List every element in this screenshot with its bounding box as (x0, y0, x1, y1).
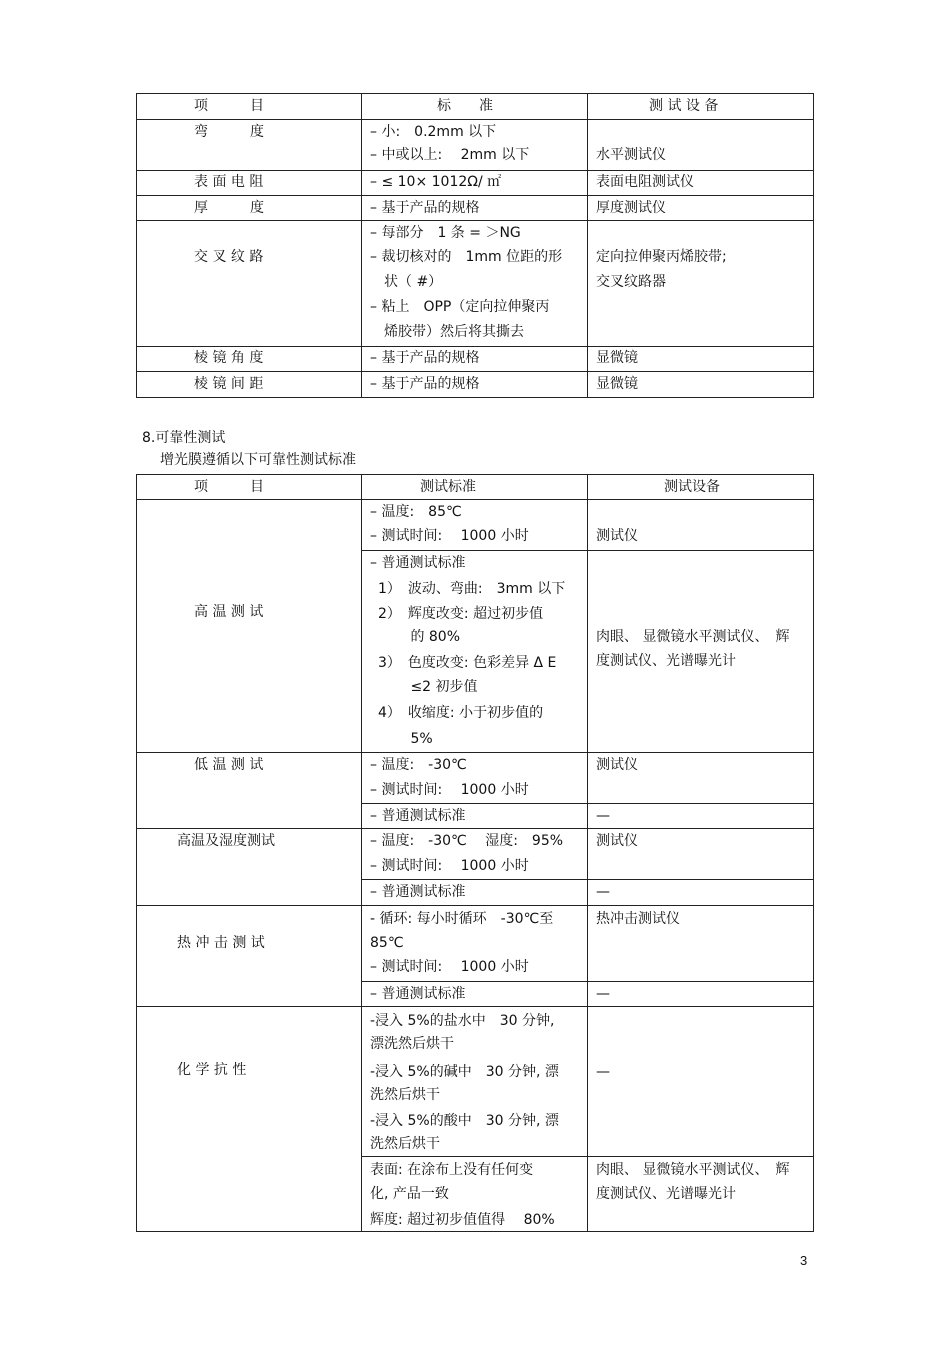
t2-eq: — (596, 884, 610, 900)
t1-row-item: 棱 镜 间 距 (194, 376, 264, 392)
t1-row-eq: 水平测试仪 (596, 147, 666, 163)
t2-std: 1） 波动、弯曲: 3mm 以下 (378, 581, 566, 597)
t2-std: -浸入 5%的碱中 30 分钟, 漂 (370, 1064, 559, 1080)
t2-std: 洗然后烘干 (370, 1087, 440, 1103)
t1-header-equipment: 测 试 设 备 (649, 98, 719, 114)
t2-std: 的 80% (378, 629, 461, 645)
t2-eq: 肉眼、 显微镜水平测试仪、 辉 (596, 1162, 790, 1178)
t2-item-chemical: 化 学 抗 性 (177, 1062, 247, 1078)
t2-std: – 温度: -30℃ 湿度: 95% (370, 833, 564, 849)
t1-row-eq: 定向拉伸聚丙烯胶带; (596, 249, 727, 265)
t2-eq: 度测试仪、光谱曝光计 (596, 653, 736, 669)
t2-std: – 温度: -30℃ (370, 757, 467, 773)
t1-row-item: 表 面 电 阻 (194, 174, 264, 190)
t1-row-std: – 基于产品的规格 (370, 200, 480, 216)
t2-std: 化, 产品一致 (370, 1186, 449, 1202)
t2-eq: 测试仪 (596, 757, 638, 773)
t2-std: – 测试时间: 1000 小时 (370, 782, 529, 798)
t1-row-std: – 基于产品的规格 (370, 376, 480, 392)
t2-std: 3） 色度改变: 色彩差异 Δ E (378, 655, 557, 671)
t1-row-eq: 显微镜 (596, 350, 638, 366)
t1-row-eq: 交叉纹路器 (596, 274, 666, 290)
t2-eq: — (596, 808, 610, 824)
t2-std: -浸入 5%的酸中 30 分钟, 漂 (370, 1113, 559, 1129)
t1-row-item: 弯 度 (194, 124, 264, 140)
t1-row-std: – ≤ 10× 1012Ω/ ㎡ (370, 174, 502, 190)
t1-row-std: – 粘上 OPP（定向拉伸聚丙 (370, 299, 550, 315)
t2-std: – 温度: 85℃ (370, 504, 462, 520)
t2-header-item: 项 目 (194, 479, 264, 495)
t1-row-eq: 表面电阻测试仪 (596, 174, 694, 190)
t2-std: – 普通测试标准 (370, 884, 466, 900)
section-title: 8.可靠性测试 (142, 430, 226, 446)
t2-std: 85℃ (370, 935, 404, 951)
t2-item-thermal-shock: 热 冲 击 测 试 (177, 935, 265, 951)
t1-header-standard: 标 准 (437, 98, 493, 114)
t1-row-std: 状（ #） (370, 274, 443, 290)
t1-row-std: – 基于产品的规格 (370, 350, 480, 366)
t1-header-item: 项 目 (194, 98, 264, 114)
t1-row-std: – 每部分 1 条 = ＞NG (370, 225, 521, 241)
t2-std: – 测试时间: 1000 小时 (370, 528, 529, 544)
t2-header-equipment: 测试设备 (664, 479, 720, 495)
t2-std: – 测试时间: 1000 小时 (370, 858, 529, 874)
t1-row-std: 烯胶带）然后将其撕去 (370, 324, 524, 340)
t2-std: - 循环: 每小时循环 -30℃至 (370, 911, 554, 927)
t2-eq: 肉眼、 显微镜水平测试仪、 辉 (596, 629, 790, 645)
t1-row-item: 交 叉 纹 路 (194, 249, 264, 265)
t2-std: ≤2 初步值 (378, 679, 478, 695)
page-number: 3 (800, 1253, 808, 1268)
section-intro: 增光膜遵循以下可靠性测试标准 (160, 452, 356, 468)
t2-eq: 度测试仪、光谱曝光计 (596, 1186, 736, 1202)
t2-std: 辉度: 超过初步值值得 80% (370, 1212, 555, 1228)
t2-std: – 测试时间: 1000 小时 (370, 959, 529, 975)
t1-row-eq: 显微镜 (596, 376, 638, 392)
t2-eq: 测试仪 (596, 528, 638, 544)
t1-row-std: – 裁切核对的 1mm 位距的形 (370, 249, 563, 265)
t2-eq: 测试仪 (596, 833, 638, 849)
t1-row-std: – 中或以上: 2mm 以下 (370, 147, 530, 163)
t2-std: 表面: 在涂布上没有任何变 (370, 1162, 534, 1178)
t2-std: 洗然后烘干 (370, 1136, 440, 1152)
t2-eq: — (596, 1064, 610, 1080)
t2-header-standard: 测试标准 (420, 479, 476, 495)
t2-std: – 普通测试标准 (370, 555, 466, 571)
t2-eq: — (596, 986, 610, 1002)
t2-eq: 热冲击测试仪 (596, 911, 680, 927)
t2-item-high-temp: 高 温 测 试 (194, 604, 264, 620)
t2-std: 4） 收缩度: 小于初步值的 (378, 705, 544, 721)
t2-std: 漂洗然后烘干 (370, 1036, 454, 1052)
t2-std: 5% (378, 731, 433, 747)
t2-item-low-temp: 低 温 测 试 (194, 757, 264, 773)
t2-item-humidity: 高温及湿度测试 (177, 833, 275, 849)
t2-std: – 普通测试标准 (370, 986, 466, 1002)
t2-std: -浸入 5%的盐水中 30 分钟, (370, 1013, 555, 1029)
t1-row-item: 厚 度 (194, 200, 264, 216)
t1-row-item: 棱 镜 角 度 (194, 350, 264, 366)
t2-std: – 普通测试标准 (370, 808, 466, 824)
t1-row-eq: 厚度测试仪 (596, 200, 666, 216)
t2-std: 2） 辉度改变: 超过初步值 (378, 606, 544, 622)
t1-row-std: – 小: 0.2mm 以下 (370, 124, 497, 140)
